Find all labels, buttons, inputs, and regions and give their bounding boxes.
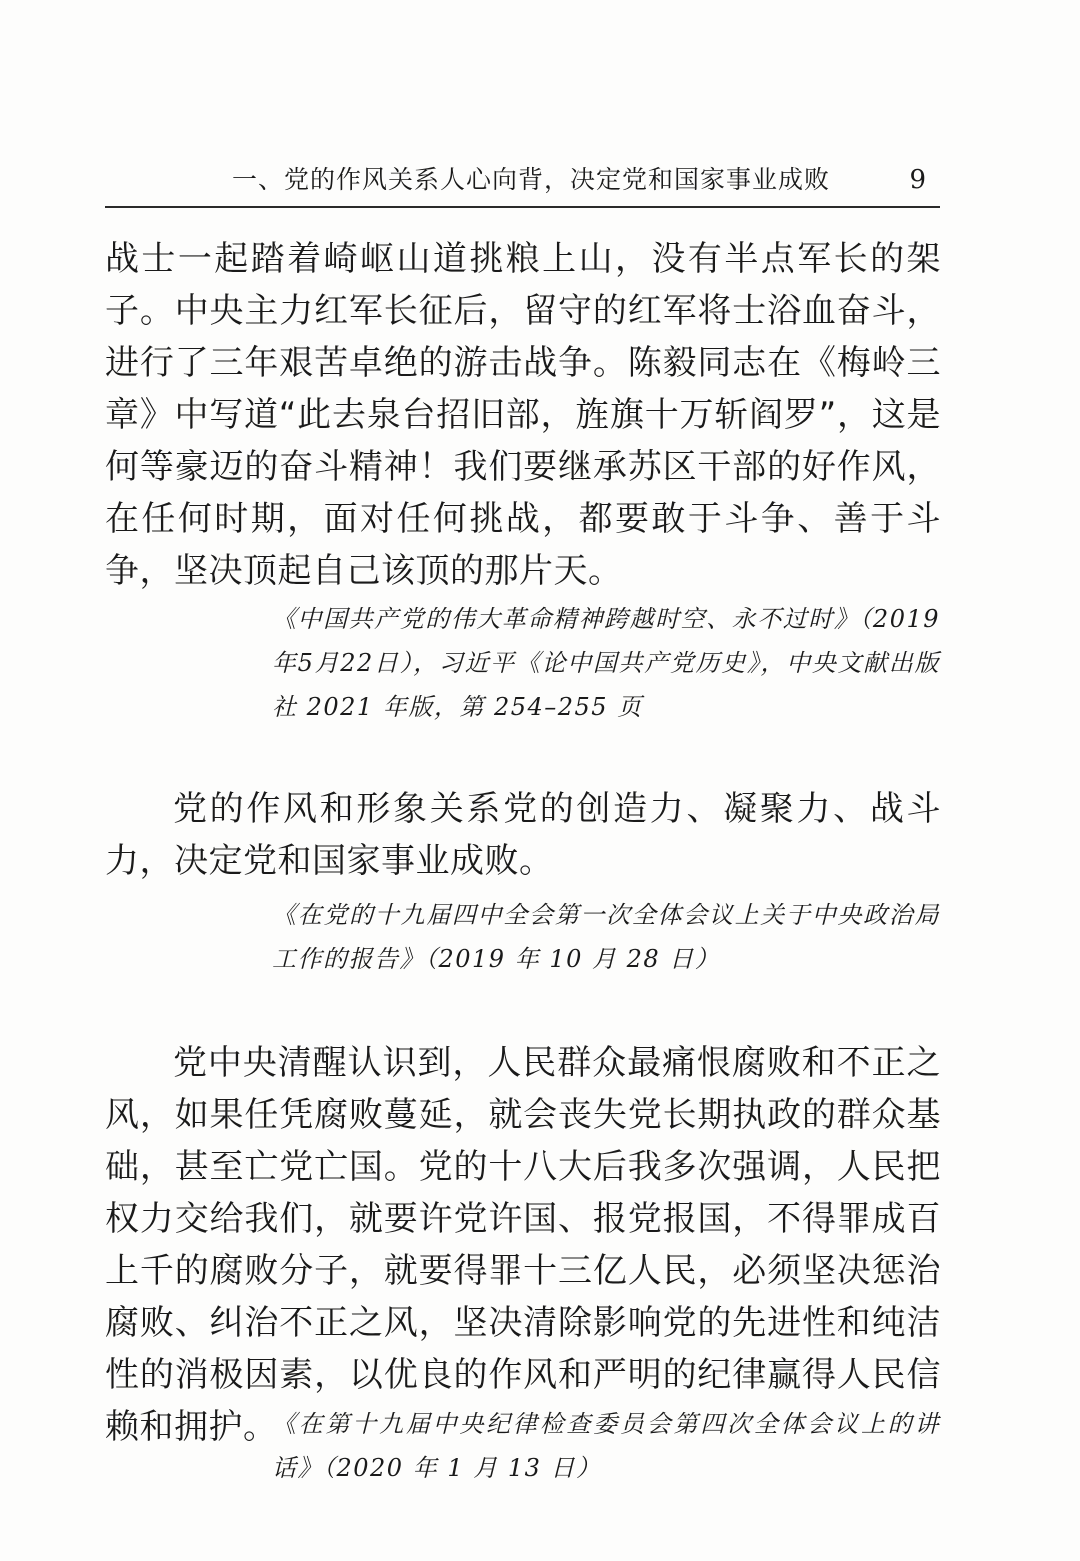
citation-1: 《中国共产党的伟大革命精神跨越时空、永不过时》（2019年5月22日），习近平《论中国共产党历史》，中央文献出版社 2021 年版，第 254–255 页 bbox=[272, 605, 940, 721]
citation-3: 《在第十九届中央纪律检查委员会第四次全体会议上的讲话》（2020 年 1 月 13 日） bbox=[272, 1410, 940, 1482]
body-paragraph-1: 战士一起踏着崎岖山道挑粮上山，没有半点军长的架子。中央主力红军长征后，留守的红军将士浴血奋斗，进行了三年艰苦卓绝的游击战争。陈毅同志在《梅岭三章》中写道“此去泉台招旧部，旌旗十万斩阎罗”，这是何等豪迈的奋斗精神！我们要继承苏区干部的好作风，在任何时期，面对任何挑战，都要敢于斗争、善于斗争，坚决顶起自己该顶的那片天。 bbox=[105, 239, 941, 591]
citation-2: 《在党的十九届四中全会第一次全体会议上关于中央政治局工作的报告》（2019 年 10 月 28 日） bbox=[272, 901, 940, 973]
page-number: 9 bbox=[909, 165, 926, 195]
body-paragraph-2: 党的作风和形象关系党的创造力、凝聚力、战斗力，决定党和国家事业成败。 bbox=[105, 789, 941, 881]
header-section-title: 一、党的作风关系人心向背，决定党和国家事业成败 bbox=[231, 165, 830, 194]
running-header bbox=[105, 160, 940, 208]
body-paragraph-3: 党中央清醒认识到，人民群众最痛恨腐败和不正之风，如果任凭腐败蔓延，就会丧失党长期执政的群众基础，甚至亡党亡国。党的十八大后我多次强调，人民把权力交给我们，就要许党许国、报党报国，不得罪成百上千的腐败分子，就要得罪十三亿人民，必须坚决惩治腐败、纠治不正之风，坚决清除影响党的先进性和纯洁性的消极因素，以优良的作风和严明的纪律赢得人民信赖和拥护。 bbox=[105, 1043, 941, 1447]
